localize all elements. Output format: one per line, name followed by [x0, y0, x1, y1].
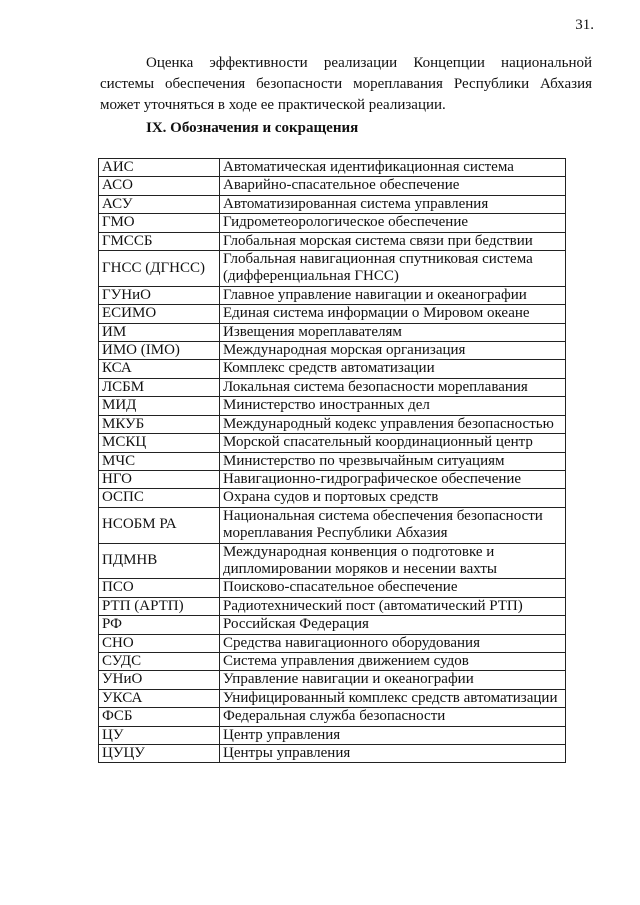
definition-cell: Центры управления: [220, 745, 566, 763]
table-row: [99, 745, 566, 763]
intro-paragraph: Оценка эффективности реализации Концепции национальной системы обеспечения безопасности мореплавания Республики Абхазия может уточняться в ходе ее практической реализации.: [100, 55, 592, 113]
definition-cell: Глобальная морская система связи при бедствии: [220, 232, 566, 250]
definition-cell: Унифицированный комплекс средств автоматизации: [220, 689, 566, 707]
table-row: [99, 543, 566, 579]
table-row: [99, 671, 566, 689]
table-row: [99, 323, 566, 341]
definition-cell: Радиотехнический пост (автоматический РТП): [220, 597, 566, 615]
abbreviation-cell: АСО: [99, 177, 220, 195]
table-row: [99, 177, 566, 195]
abbreviation-cell: ЕСИМО: [99, 305, 220, 323]
definition-cell: Центр управления: [220, 726, 566, 744]
definition-cell: Министерство по чрезвычайным ситуациям: [220, 452, 566, 470]
definition-cell: Автоматическая идентификационная система: [220, 159, 566, 177]
abbreviation-cell: МКУБ: [99, 415, 220, 433]
abbreviation-cell: СНО: [99, 634, 220, 652]
definition-cell: Международная морская организация: [220, 342, 566, 360]
definition-cell: Морской спасательный координационный центр: [220, 434, 566, 452]
definition-cell: Главное управление навигации и океанографии: [220, 286, 566, 304]
table-row: [99, 305, 566, 323]
abbreviation-cell: НГО: [99, 470, 220, 488]
definition-cell: Автоматизированная система управления: [220, 195, 566, 213]
abbreviation-cell: МЧС: [99, 452, 220, 470]
table-row: [99, 214, 566, 232]
definition-cell: Комплекс средств автоматизации: [220, 360, 566, 378]
table-row: [99, 452, 566, 470]
abbreviation-cell: РФ: [99, 616, 220, 634]
table-row: [99, 378, 566, 396]
abbreviation-cell: ГМО: [99, 214, 220, 232]
definition-cell: Глобальная навигационная спутниковая система (дифференциальная ГНСС): [220, 251, 566, 287]
table-row: [99, 597, 566, 615]
table-row: [99, 286, 566, 304]
definition-cell: Национальная система обеспечения безопасности мореплавания Республики Абхазия: [220, 507, 566, 543]
table-row: [99, 415, 566, 433]
table-row: [99, 434, 566, 452]
table-row: [99, 342, 566, 360]
abbreviation-cell: УНиО: [99, 671, 220, 689]
abbreviation-cell: ГМССБ: [99, 232, 220, 250]
definition-cell: Министерство иностранных дел: [220, 397, 566, 415]
definition-cell: Поисково-спасательное обеспечение: [220, 579, 566, 597]
abbreviation-cell: ЦУЦУ: [99, 745, 220, 763]
abbreviation-cell: ГУНиО: [99, 286, 220, 304]
abbreviation-cell: ПДМНВ: [99, 543, 220, 579]
definition-cell: Управление навигации и океанографии: [220, 671, 566, 689]
table-row: [99, 616, 566, 634]
table-row: [99, 159, 566, 177]
definition-cell: Извещения мореплавателям: [220, 323, 566, 341]
definition-cell: Федеральная служба безопасности: [220, 708, 566, 726]
definition-cell: Система управления движением судов: [220, 652, 566, 670]
abbreviation-cell: ОСПС: [99, 489, 220, 507]
table-row: [99, 708, 566, 726]
definition-cell: Международная конвенция о подготовке и дипломировании моряков и несении вахты: [220, 543, 566, 579]
abbreviation-cell: АСУ: [99, 195, 220, 213]
table-row: [99, 489, 566, 507]
table-row: [99, 470, 566, 488]
abbreviation-cell: ПСО: [99, 579, 220, 597]
abbreviation-cell: ЛСБМ: [99, 378, 220, 396]
table-row: [99, 232, 566, 250]
abbreviation-cell: НСОБМ РА: [99, 507, 220, 543]
definition-cell: Гидрометеорологическое обеспечение: [220, 214, 566, 232]
section-title: IX. Обозначения и сокращения: [146, 120, 359, 136]
definition-cell: Охрана судов и портовых средств: [220, 489, 566, 507]
definition-cell: Навигационно-гидрографическое обеспечение: [220, 470, 566, 488]
table-row: [99, 360, 566, 378]
definition-cell: Аварийно-спасательное обеспечение: [220, 177, 566, 195]
abbreviation-cell: ЦУ: [99, 726, 220, 744]
definition-cell: Локальная система безопасности мореплавания: [220, 378, 566, 396]
definition-cell: Международный кодекс управления безопасностью: [220, 415, 566, 433]
table-row: [99, 726, 566, 744]
table-row: [99, 251, 566, 287]
definition-cell: Российская Федерация: [220, 616, 566, 634]
abbreviation-cell: СУДС: [99, 652, 220, 670]
abbreviation-cell: ИМО (IMO): [99, 342, 220, 360]
definition-cell: Единая система информации о Мировом океане: [220, 305, 566, 323]
table-row: [99, 579, 566, 597]
table-row: [99, 634, 566, 652]
table-row: [99, 689, 566, 707]
table-row: [99, 397, 566, 415]
abbreviation-cell: РТП (АРТП): [99, 597, 220, 615]
abbreviation-cell: ФСБ: [99, 708, 220, 726]
page-number: 31.: [575, 17, 594, 33]
abbreviations-table: [98, 158, 566, 763]
table-row: [99, 507, 566, 543]
definition-cell: Средства навигационного оборудования: [220, 634, 566, 652]
table-row: [99, 195, 566, 213]
abbreviation-cell: МИД: [99, 397, 220, 415]
abbreviations-table-body: [99, 159, 566, 763]
abbreviation-cell: ГНСС (ДГНСС): [99, 251, 220, 287]
abbreviation-cell: МСКЦ: [99, 434, 220, 452]
table-row: [99, 652, 566, 670]
abbreviation-cell: УКСА: [99, 689, 220, 707]
abbreviation-cell: ИМ: [99, 323, 220, 341]
abbreviation-cell: АИС: [99, 159, 220, 177]
abbreviation-cell: КСА: [99, 360, 220, 378]
